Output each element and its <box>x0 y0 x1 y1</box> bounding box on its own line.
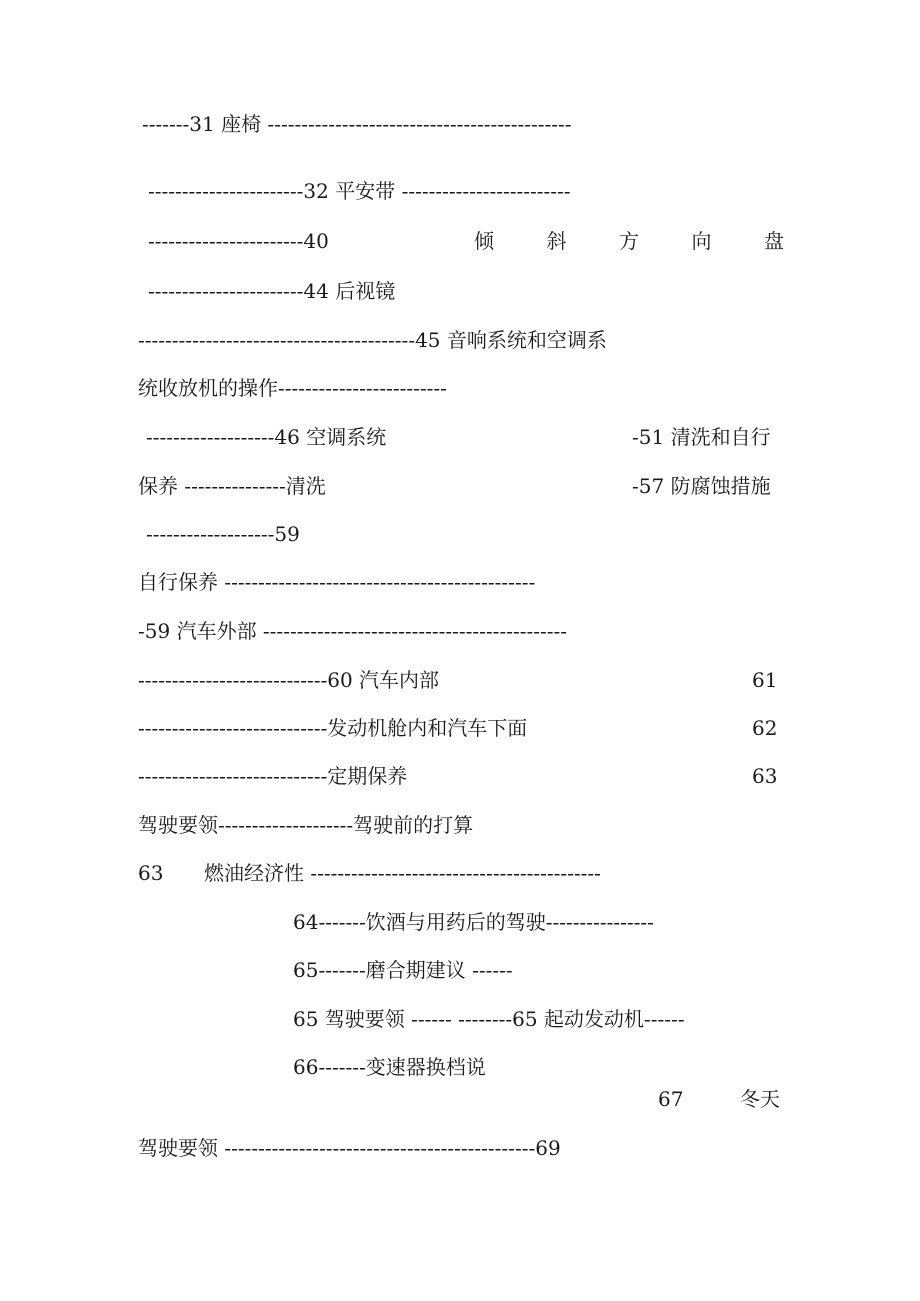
toc-line-audio-ac: -----------------------------------------45 音响系统和空调系 <box>138 328 607 352</box>
toc-line-seatbelt: -----------------------32 平安带 ------------------------- <box>148 179 571 203</box>
toc-line-exterior: -59 汽车外部 --------------------------------------------- <box>138 619 568 643</box>
toc-line-cleaning-maintenance: -51 清洗和自行 <box>632 425 771 449</box>
toc-line-tilt-steering-b <box>474 227 784 255</box>
toc-line-starting-engine: 65 驾驶要领 ------ --------65 起动发动机------ <box>293 1007 685 1031</box>
toc-line-tilt-steering-a: -----------------------40 <box>148 229 329 253</box>
toc-line-anticorrosion: -57 防腐蚀措施 <box>632 474 771 498</box>
toc-line-radio-operation: 统收放机的操作------------------------- <box>138 376 447 400</box>
toc-page-63-b: 63 <box>138 861 164 885</box>
toc-line-winter-driving: 驾驶要领 ----------------------------------------------69 <box>138 1136 561 1160</box>
tilt-steering-char-1: 倾 <box>474 229 494 253</box>
toc-page-62: 62 <box>752 716 778 740</box>
toc-line-self-maintenance: 自行保养 ---------------------------------------------- <box>138 570 536 594</box>
toc-line-pre-driving: 驾驶要领--------------------驾驶前的打算 <box>138 813 474 837</box>
toc-page-61: 61 <box>752 668 778 692</box>
tilt-steering-char-3: 方 <box>619 229 639 253</box>
toc-line-gear-shift: 66-------变速器换档说 <box>293 1055 486 1079</box>
tilt-steering-char-4: 向 <box>691 229 712 253</box>
toc-line-fuel-economy: 燃油经济性 ------------------------------------------- <box>204 861 601 885</box>
toc-line-seats: -------31 座椅 --------------------------------------------- <box>142 112 572 136</box>
toc-line-drink-drive: 64-------饮酒与用药后的驾驶---------------- <box>293 910 654 934</box>
toc-line-page-59: -------------------59 <box>146 522 300 546</box>
toc-line-mirrors: -----------------------44 后视镜 <box>148 279 396 303</box>
toc-line-ac-system: -------------------46 空调系统 <box>146 425 387 449</box>
tilt-steering-char-5: 盘 <box>764 229 784 253</box>
toc-line-engine-bay: ----------------------------发动机舱内和汽车下面 <box>138 716 528 740</box>
toc-line-break-in: 65-------磨合期建议 ------ <box>293 958 513 982</box>
toc-line-cleaning: 保养 ---------------清洗 <box>138 474 326 498</box>
toc-line-winter: 冬天 <box>740 1087 780 1111</box>
tilt-steering-char-2: 斜 <box>546 229 567 253</box>
toc-line-periodic-maintenance: ----------------------------定期保养 <box>138 764 408 788</box>
toc-page-63: 63 <box>752 764 778 788</box>
toc-page-67: 67 <box>658 1087 684 1111</box>
toc-line-interior: ----------------------------60 汽车内部 <box>138 668 440 692</box>
